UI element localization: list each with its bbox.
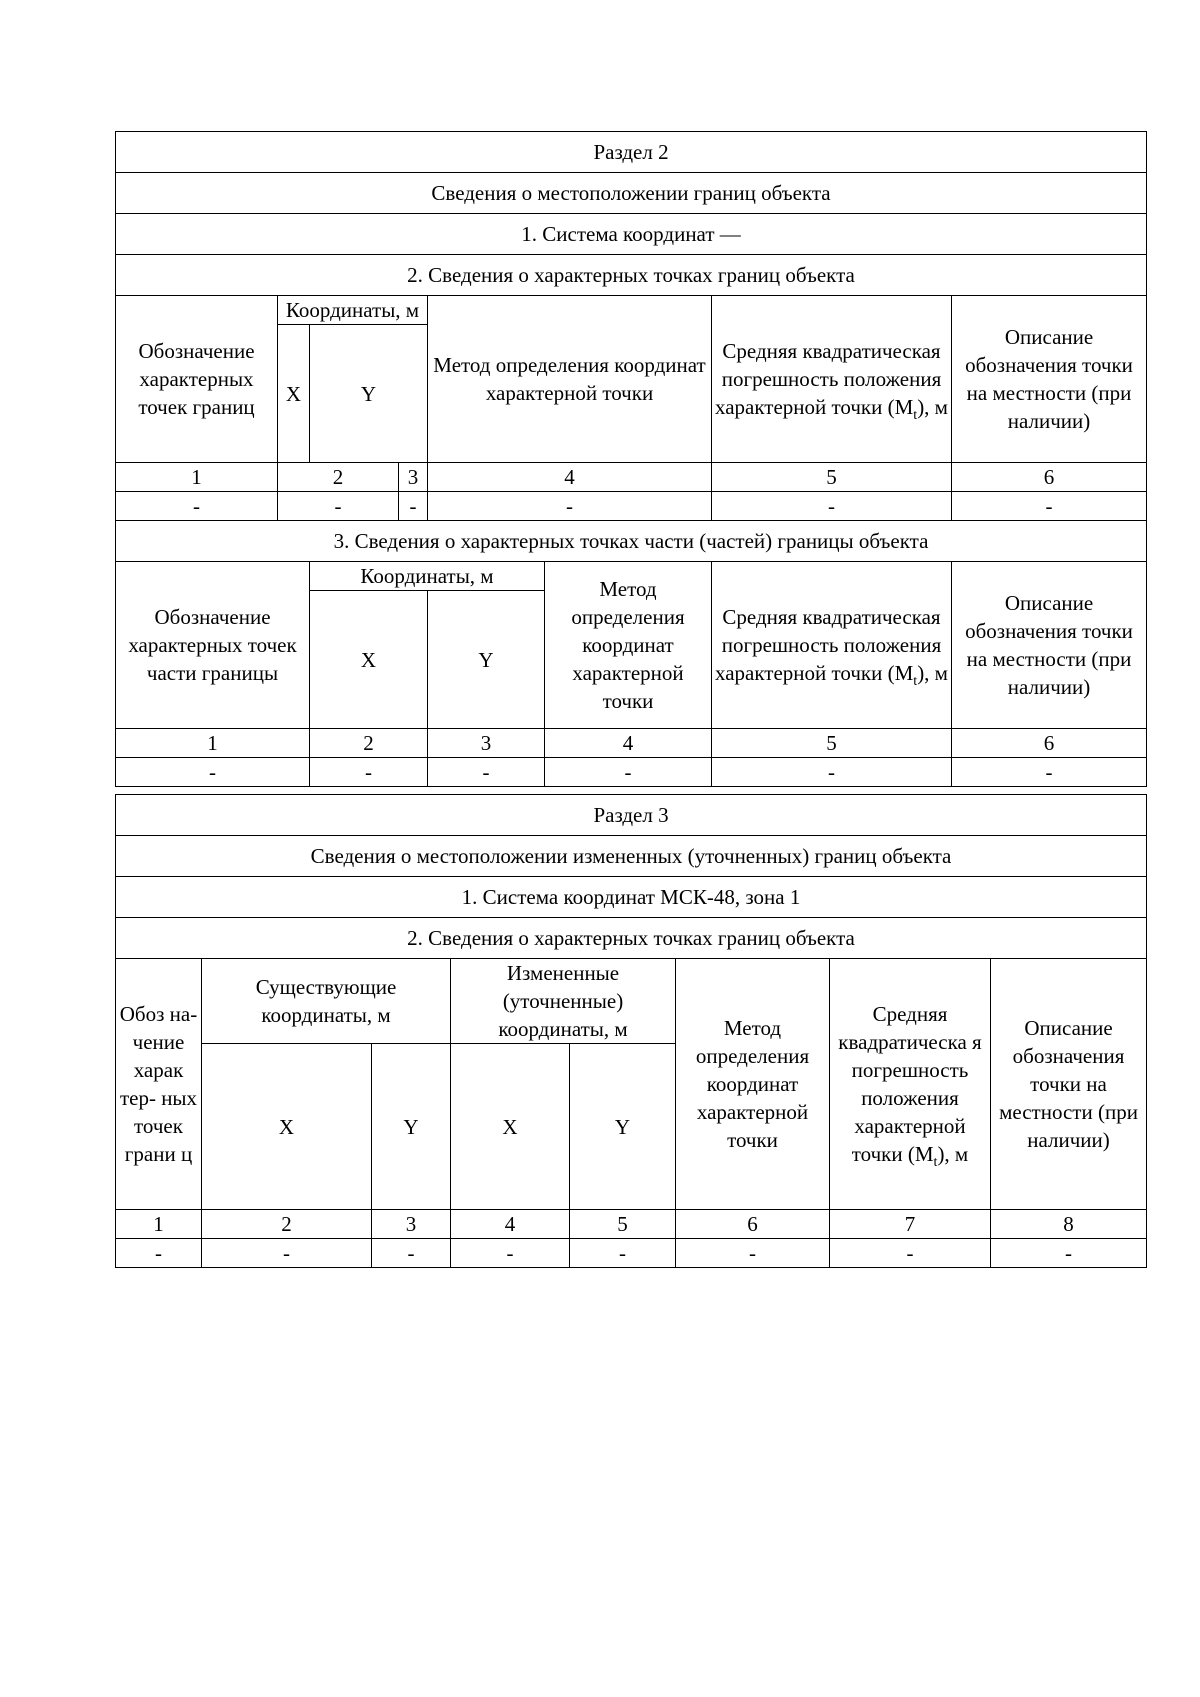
section2-title: Раздел 2: [116, 132, 1147, 173]
section2-table: [115, 131, 1147, 787]
column-number: 3: [372, 1210, 451, 1239]
header-existing-coordinates: Существующие координаты, м: [202, 959, 451, 1044]
header-y-existing: Y: [372, 1044, 451, 1210]
column-number: 4: [451, 1210, 570, 1239]
section3-table: [115, 794, 1147, 1268]
section3-title: Раздел 3: [116, 795, 1147, 836]
table-cell: -: [830, 1239, 991, 1268]
column-number: 5: [712, 729, 952, 758]
header-method: Метод определения координат характерной точки: [545, 562, 712, 729]
table-cell: -: [310, 758, 428, 787]
table-cell: -: [116, 758, 310, 787]
column-number: 6: [676, 1210, 830, 1239]
column-number: 1: [116, 463, 278, 492]
section2-points-title: 2. Сведения о характерных точках границ объекта: [116, 255, 1147, 296]
column-number: 4: [545, 729, 712, 758]
column-number: 2: [202, 1210, 372, 1239]
table-cell: -: [116, 492, 278, 521]
header-mean-square-error: Средняя квадратическая погрешность положения характерной точки $(M_t)$, м: [712, 296, 952, 463]
column-number: 5: [712, 463, 952, 492]
header-changed-coordinates: Измененные (уточненные) координаты, м: [451, 959, 676, 1044]
table-cell: -: [952, 492, 1147, 521]
table-cell: -: [545, 758, 712, 787]
section2-coord-system: 1. Система координат —: [116, 214, 1147, 255]
section3-subtitle: Сведения о местоположении измененных (уточненных) границ объекта: [116, 836, 1147, 877]
header-description: Описание обозначения точки на местности (при наличии): [952, 296, 1147, 463]
header-description: Описание обозначения точки на местности (при наличии): [952, 562, 1147, 729]
header-mean-square-error: Средняя квадратическа я погрешность положения характерной точки $(M_t)$, м: [830, 959, 991, 1210]
header-designation: Обозначение характерных точек границ: [116, 296, 278, 463]
table-cell: -: [399, 492, 428, 521]
column-number: 7: [830, 1210, 991, 1239]
column-number: 4: [428, 463, 712, 492]
column-number: 3: [399, 463, 428, 492]
header-x: X: [278, 325, 310, 463]
table-cell: -: [712, 758, 952, 787]
column-number: 2: [278, 463, 399, 492]
table-cell: -: [278, 492, 399, 521]
header-y: Y: [428, 591, 545, 729]
column-number: 3: [428, 729, 545, 758]
column-number: 6: [952, 463, 1147, 492]
table-cell: -: [428, 758, 545, 787]
table-cell: -: [952, 758, 1147, 787]
column-number: 1: [116, 1210, 202, 1239]
table-cell: -: [202, 1239, 372, 1268]
column-number: 8: [991, 1210, 1147, 1239]
column-number: 5: [570, 1210, 676, 1239]
header-x-existing: X: [202, 1044, 372, 1210]
header-method: Метод определения координат характерной точки: [676, 959, 830, 1210]
column-number: 2: [310, 729, 428, 758]
table-cell: -: [991, 1239, 1147, 1268]
header-mean-square-error: Средняя квадратическая погрешность положения характерной точки $(M_t)$, м: [712, 562, 952, 729]
header-description: Описание обозначения точки на местности (при наличии): [991, 959, 1147, 1210]
table-cell: -: [676, 1239, 830, 1268]
table-cell: -: [712, 492, 952, 521]
header-y: Y: [310, 325, 428, 463]
table-cell: -: [116, 1239, 202, 1268]
table-cell: -: [372, 1239, 451, 1268]
header-method: Метод определения координат характерной точки: [428, 296, 712, 463]
header-x-changed: X: [451, 1044, 570, 1210]
table-cell: -: [428, 492, 712, 521]
table-cell: -: [570, 1239, 676, 1268]
section2-subtitle: Сведения о местоположении границ объекта: [116, 173, 1147, 214]
section3-points-title: 2. Сведения о характерных точках границ объекта: [116, 918, 1147, 959]
header-coordinates: Координаты, м: [310, 562, 545, 591]
header-y-changed: Y: [570, 1044, 676, 1210]
header-designation-part: Обозначение характерных точек части границы: [116, 562, 310, 729]
header-coordinates: Координаты, м: [278, 296, 428, 325]
table-cell: -: [451, 1239, 570, 1268]
section2-parts-title: 3. Сведения о характерных точках части (частей) границы объекта: [116, 521, 1147, 562]
column-number: 6: [952, 729, 1147, 758]
section3-coord-system: 1. Система координат МСК-48, зона 1: [116, 877, 1147, 918]
header-x: X: [310, 591, 428, 729]
header-designation: Обоз на- чение харак тер- ных точек грани ц: [116, 959, 202, 1210]
column-number: 1: [116, 729, 310, 758]
